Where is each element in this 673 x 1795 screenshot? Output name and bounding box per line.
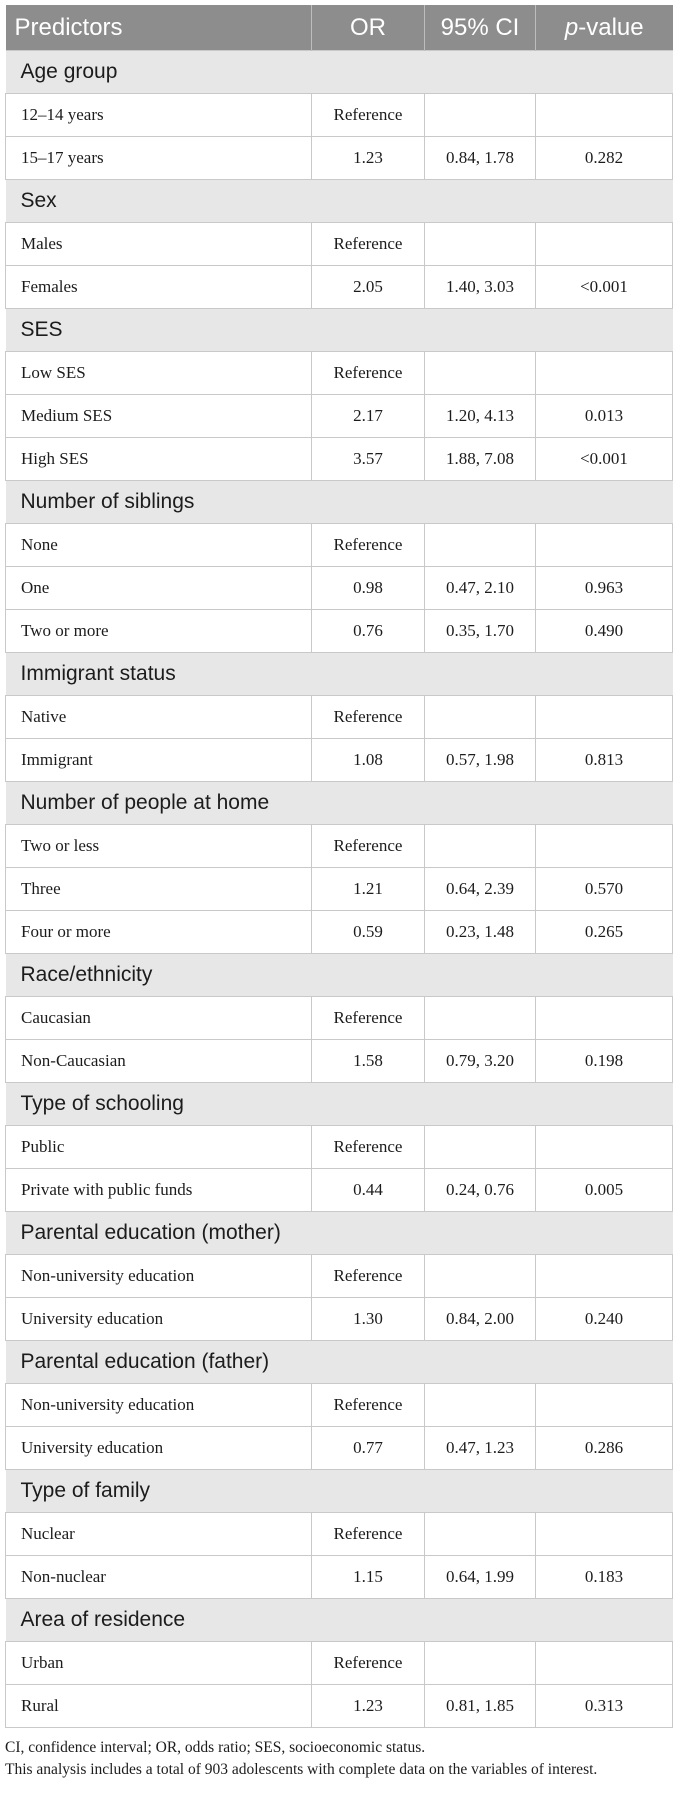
predictor-cell: Four or more bbox=[6, 911, 312, 954]
table-row bbox=[6, 1040, 673, 1083]
table-row bbox=[6, 868, 673, 911]
predictor-cell: Non-university education bbox=[6, 1255, 312, 1298]
predictor-cell: Three bbox=[6, 868, 312, 911]
predictor-cell: Females bbox=[6, 266, 312, 309]
ci-cell bbox=[425, 223, 536, 266]
or-cell: 1.15 bbox=[312, 1556, 425, 1599]
table-row bbox=[6, 266, 673, 309]
predictor-cell: University education bbox=[6, 1298, 312, 1341]
predictor-cell: University education bbox=[6, 1427, 312, 1470]
ci-cell: 0.84, 2.00 bbox=[425, 1298, 536, 1341]
table-footnotes bbox=[5, 1737, 672, 1781]
ci-cell: 1.40, 3.03 bbox=[425, 266, 536, 309]
table-row bbox=[6, 1298, 673, 1341]
footnote-sample-note: This analysis includes a total of 903 adolescents with complete data on the variables of interest. bbox=[5, 1761, 598, 1778]
p-value-cell bbox=[536, 696, 673, 739]
predictor-cell: Two or more bbox=[6, 610, 312, 653]
predictor-cell: Low SES bbox=[6, 352, 312, 395]
category-label: Sex bbox=[6, 180, 673, 223]
p-value-cell bbox=[536, 223, 673, 266]
header-ci: 95% CI bbox=[425, 5, 536, 51]
category-label: Type of schooling bbox=[6, 1083, 673, 1126]
p-value-cell: 0.286 bbox=[536, 1427, 673, 1470]
p-value-cell bbox=[536, 524, 673, 567]
or-cell: Reference bbox=[312, 352, 425, 395]
predictor-cell: High SES bbox=[6, 438, 312, 481]
ci-cell bbox=[425, 352, 536, 395]
category-label: Type of family bbox=[6, 1470, 673, 1513]
results-table bbox=[5, 5, 673, 1728]
predictor-cell: Public bbox=[6, 1126, 312, 1169]
p-value-cell bbox=[536, 1642, 673, 1685]
p-value-cell: 0.813 bbox=[536, 739, 673, 782]
p-value-cell: 0.183 bbox=[536, 1556, 673, 1599]
p-value-cell bbox=[536, 997, 673, 1040]
p-value-cell: 0.013 bbox=[536, 395, 673, 438]
or-cell: Reference bbox=[312, 997, 425, 1040]
ci-cell: 0.35, 1.70 bbox=[425, 610, 536, 653]
predictor-cell: Immigrant bbox=[6, 739, 312, 782]
or-cell: Reference bbox=[312, 696, 425, 739]
or-cell: 2.17 bbox=[312, 395, 425, 438]
predictor-cell: Non-nuclear bbox=[6, 1556, 312, 1599]
ci-cell: 1.88, 7.08 bbox=[425, 438, 536, 481]
p-value-cell: 0.198 bbox=[536, 1040, 673, 1083]
ci-cell: 0.64, 2.39 bbox=[425, 868, 536, 911]
table-row bbox=[6, 1685, 673, 1728]
table-row bbox=[6, 1642, 673, 1685]
or-cell: Reference bbox=[312, 1513, 425, 1556]
table-row bbox=[6, 911, 673, 954]
or-cell: 1.23 bbox=[312, 1685, 425, 1728]
or-cell: 1.21 bbox=[312, 868, 425, 911]
category-label: Immigrant status bbox=[6, 653, 673, 696]
p-value-cell: 0.313 bbox=[536, 1685, 673, 1728]
or-cell: Reference bbox=[312, 94, 425, 137]
predictor-cell: Rural bbox=[6, 1685, 312, 1728]
ci-cell: 0.24, 0.76 bbox=[425, 1169, 536, 1212]
ci-cell: 0.79, 3.20 bbox=[425, 1040, 536, 1083]
p-value-cell bbox=[536, 825, 673, 868]
or-cell: 0.98 bbox=[312, 567, 425, 610]
ci-cell: 1.20, 4.13 bbox=[425, 395, 536, 438]
predictor-cell: One bbox=[6, 567, 312, 610]
header-p-value bbox=[536, 5, 673, 51]
ci-cell: 0.84, 1.78 bbox=[425, 137, 536, 180]
table-row bbox=[6, 1255, 673, 1298]
table-row bbox=[6, 1556, 673, 1599]
table-row bbox=[6, 825, 673, 868]
header-predictors: Predictors bbox=[6, 5, 312, 51]
table-row bbox=[6, 395, 673, 438]
category-row bbox=[6, 782, 673, 825]
p-value-cell bbox=[536, 1384, 673, 1427]
ci-cell: 0.64, 1.99 bbox=[425, 1556, 536, 1599]
ci-cell bbox=[425, 825, 536, 868]
p-value-cell bbox=[536, 1513, 673, 1556]
p-value-cell: <0.001 bbox=[536, 438, 673, 481]
or-cell: 1.23 bbox=[312, 137, 425, 180]
or-cell: 2.05 bbox=[312, 266, 425, 309]
or-cell: Reference bbox=[312, 223, 425, 266]
category-label: Parental education (mother) bbox=[6, 1212, 673, 1255]
category-row bbox=[6, 180, 673, 223]
category-label: Age group bbox=[6, 51, 673, 94]
category-row bbox=[6, 1599, 673, 1642]
or-cell: Reference bbox=[312, 1255, 425, 1298]
ci-cell bbox=[425, 1255, 536, 1298]
p-value-cell: 0.282 bbox=[536, 137, 673, 180]
predictor-cell: Private with public funds bbox=[6, 1169, 312, 1212]
category-row bbox=[6, 1341, 673, 1384]
ci-cell bbox=[425, 1126, 536, 1169]
table-header-row bbox=[6, 5, 673, 51]
category-label: Number of people at home bbox=[6, 782, 673, 825]
table-row bbox=[6, 1384, 673, 1427]
or-cell: Reference bbox=[312, 524, 425, 567]
table-body bbox=[6, 51, 673, 1728]
table-row bbox=[6, 1126, 673, 1169]
p-value-cell: <0.001 bbox=[536, 266, 673, 309]
ci-cell bbox=[425, 1642, 536, 1685]
predictor-cell: Males bbox=[6, 223, 312, 266]
predictor-cell: Non-Caucasian bbox=[6, 1040, 312, 1083]
table-row bbox=[6, 137, 673, 180]
predictor-cell: Two or less bbox=[6, 825, 312, 868]
table-row bbox=[6, 223, 673, 266]
table-row bbox=[6, 567, 673, 610]
p-value-cell: 0.265 bbox=[536, 911, 673, 954]
header-or: OR bbox=[312, 5, 425, 51]
header-p-rest: -value bbox=[578, 13, 644, 41]
category-row bbox=[6, 481, 673, 524]
ci-cell bbox=[425, 1513, 536, 1556]
header-p-italic: p bbox=[564, 13, 579, 41]
predictor-cell: Urban bbox=[6, 1642, 312, 1685]
ci-cell: 0.57, 1.98 bbox=[425, 739, 536, 782]
table-container bbox=[5, 5, 672, 1781]
p-value-cell bbox=[536, 352, 673, 395]
or-cell: 1.58 bbox=[312, 1040, 425, 1083]
p-value-cell bbox=[536, 1126, 673, 1169]
table-row bbox=[6, 610, 673, 653]
p-value-cell: 0.963 bbox=[536, 567, 673, 610]
or-cell: 1.08 bbox=[312, 739, 425, 782]
or-cell: 1.30 bbox=[312, 1298, 425, 1341]
predictor-cell: Nuclear bbox=[6, 1513, 312, 1556]
or-cell: 0.44 bbox=[312, 1169, 425, 1212]
ci-cell bbox=[425, 696, 536, 739]
category-row bbox=[6, 954, 673, 997]
ci-cell: 0.47, 1.23 bbox=[425, 1427, 536, 1470]
or-cell: Reference bbox=[312, 1126, 425, 1169]
ci-cell: 0.81, 1.85 bbox=[425, 1685, 536, 1728]
category-row bbox=[6, 653, 673, 696]
table-row bbox=[6, 1513, 673, 1556]
category-label: Race/ethnicity bbox=[6, 954, 673, 997]
ci-cell bbox=[425, 1384, 536, 1427]
table-row bbox=[6, 696, 673, 739]
ci-cell bbox=[425, 524, 536, 567]
predictor-cell: Caucasian bbox=[6, 997, 312, 1040]
table-row bbox=[6, 94, 673, 137]
or-cell: Reference bbox=[312, 1384, 425, 1427]
ci-cell: 0.47, 2.10 bbox=[425, 567, 536, 610]
ci-cell bbox=[425, 997, 536, 1040]
or-cell: Reference bbox=[312, 1642, 425, 1685]
p-value-cell bbox=[536, 94, 673, 137]
p-value-cell: 0.570 bbox=[536, 868, 673, 911]
table-row bbox=[6, 1427, 673, 1470]
category-row bbox=[6, 1083, 673, 1126]
category-row bbox=[6, 1212, 673, 1255]
p-value-cell: 0.490 bbox=[536, 610, 673, 653]
p-value-cell bbox=[536, 1255, 673, 1298]
or-cell: 0.59 bbox=[312, 911, 425, 954]
p-value-cell: 0.240 bbox=[536, 1298, 673, 1341]
category-label: Number of siblings bbox=[6, 481, 673, 524]
ci-cell bbox=[425, 94, 536, 137]
table-row bbox=[6, 739, 673, 782]
table-row bbox=[6, 438, 673, 481]
table-row bbox=[6, 997, 673, 1040]
predictor-cell: None bbox=[6, 524, 312, 567]
footnote-abbreviations: CI, confidence interval; OR, odds ratio; SES, socioeconomic status. bbox=[5, 1739, 426, 1756]
p-value-cell: 0.005 bbox=[536, 1169, 673, 1212]
category-label: Parental education (father) bbox=[6, 1341, 673, 1384]
table-row bbox=[6, 352, 673, 395]
ci-cell: 0.23, 1.48 bbox=[425, 911, 536, 954]
predictor-cell: Non-university education bbox=[6, 1384, 312, 1427]
or-cell: 0.77 bbox=[312, 1427, 425, 1470]
or-cell: Reference bbox=[312, 825, 425, 868]
predictor-cell: 15–17 years bbox=[6, 137, 312, 180]
category-label: SES bbox=[6, 309, 673, 352]
predictor-cell: Medium SES bbox=[6, 395, 312, 438]
category-row bbox=[6, 309, 673, 352]
category-label: Area of residence bbox=[6, 1599, 673, 1642]
table-row bbox=[6, 1169, 673, 1212]
table-row bbox=[6, 524, 673, 567]
predictor-cell: Native bbox=[6, 696, 312, 739]
or-cell: 3.57 bbox=[312, 438, 425, 481]
or-cell: 0.76 bbox=[312, 610, 425, 653]
predictor-cell: 12–14 years bbox=[6, 94, 312, 137]
category-row bbox=[6, 51, 673, 94]
category-row bbox=[6, 1470, 673, 1513]
